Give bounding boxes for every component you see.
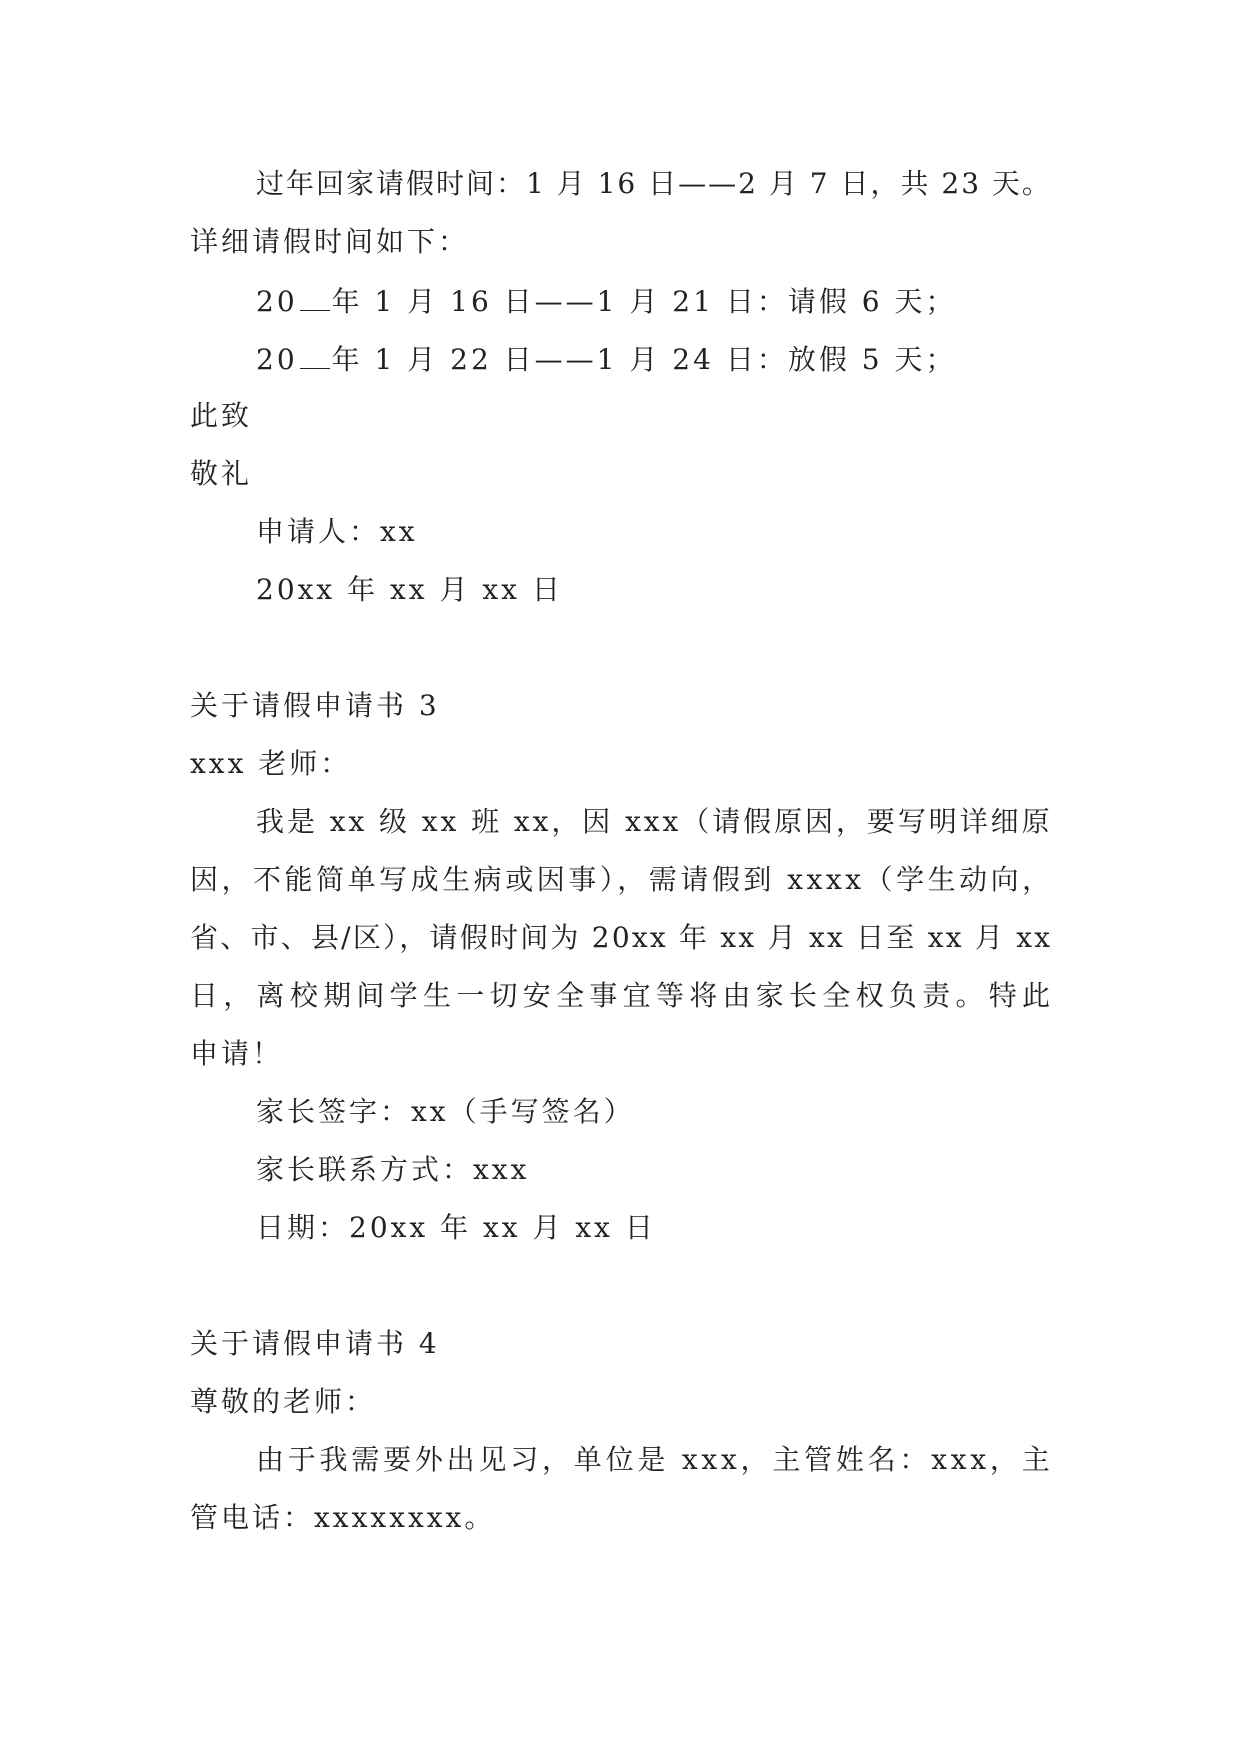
date-line: 20xx 年 xx 月 xx 日	[256, 573, 563, 606]
paragraph-text: 因，不能简单写成生病或因事），需请假到 xxxx（学生动向，	[190, 863, 1054, 896]
salutation: 尊敬的老师：	[190, 1385, 377, 1418]
item-text: 年 1 月 16 日——1 月 21 日：请假 6 天；	[331, 285, 957, 318]
parent-signature-line: 家长签字：xx（手写签名）	[256, 1095, 635, 1128]
paragraph-line: 申请！	[190, 1037, 284, 1070]
paragraph-line	[256, 1440, 1054, 1480]
paragraph-line	[190, 918, 1053, 958]
date-line: 日期：20xx 年 xx 月 xx 日	[256, 1211, 656, 1244]
paragraph-line: 详细请假时间如下：	[190, 225, 470, 258]
paragraph-text: 日，离校期间学生一切安全事宜等将由家长全权负责。特此	[190, 979, 1056, 1012]
item-text: 年 1 月 22 日——1 月 24 日：放假 5 天；	[331, 343, 957, 376]
parent-contact-line: 家长联系方式：xxx	[256, 1153, 530, 1186]
item-year-prefix: 20	[256, 285, 298, 318]
paragraph-line	[190, 860, 1054, 900]
paragraph-text: 由于我需要外出见习，单位是 xxx，主管姓名：xxx，主	[256, 1443, 1054, 1476]
paragraph-line: 管电话：xxxxxxxx。	[190, 1501, 496, 1534]
paragraph-text: 省、市、县/区），请假时间为 20xx 年 xx 月 xx 日至 xx 月 xx	[190, 921, 1053, 954]
blank-underline	[300, 280, 330, 311]
leave-item-1	[256, 280, 956, 322]
paragraph-line	[190, 976, 1056, 1016]
leave-item-2	[256, 338, 956, 380]
paragraph-line	[256, 802, 1053, 842]
paragraph-line	[256, 164, 1050, 204]
applicant-line: 申请人：xx	[256, 515, 418, 548]
blank-underline	[300, 338, 330, 369]
closing-line: 此致	[190, 399, 253, 432]
item-year-prefix: 20	[256, 343, 298, 376]
section-title: 关于请假申请书 4	[190, 1327, 440, 1360]
salutation: xxx 老师：	[190, 747, 352, 780]
closing-line: 敬礼	[190, 457, 253, 490]
section-title: 关于请假申请书 3	[190, 689, 440, 722]
paragraph-text: 我是 xx 级 xx 班 xx，因 xxx（请假原因，要写明详细原	[256, 805, 1053, 838]
paragraph-text: 过年回家请假时间：1 月 16 日——2 月 7 日，共 23 天。	[256, 167, 1052, 200]
